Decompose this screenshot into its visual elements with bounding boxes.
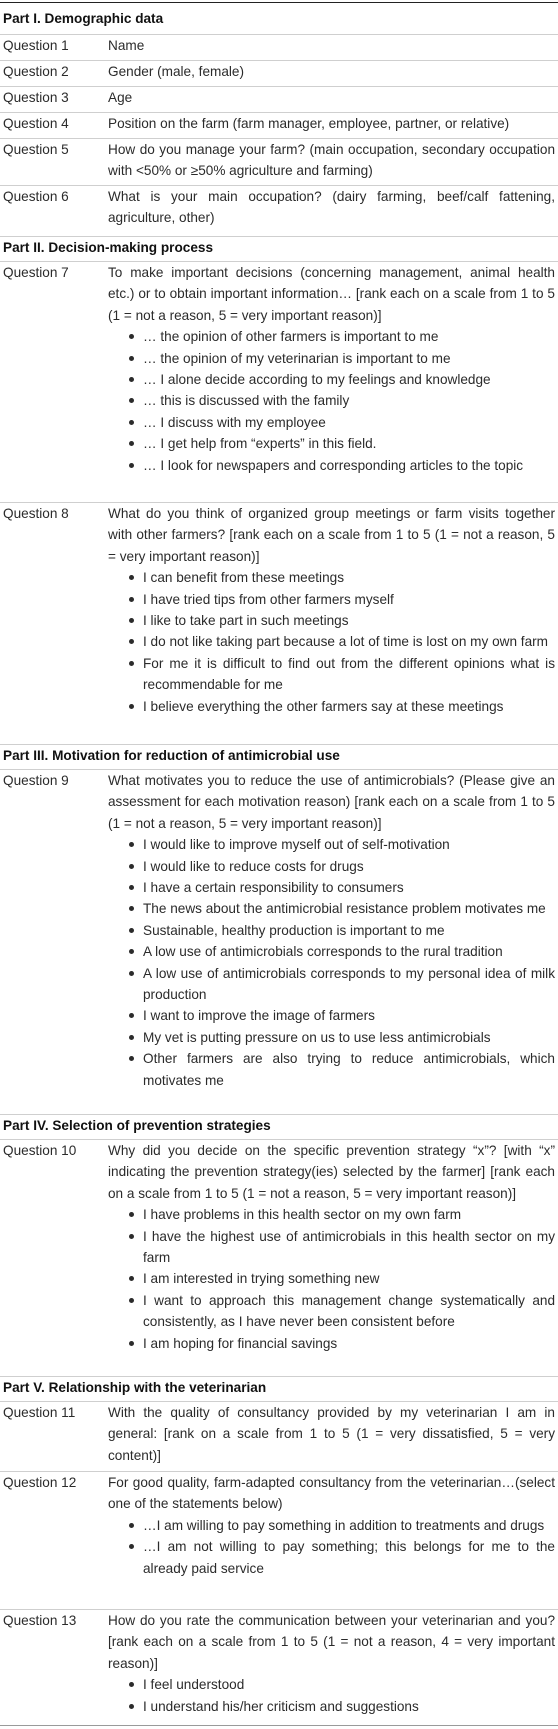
section-header-part-4 — [0, 1114, 558, 1139]
answer-options — [108, 1674, 555, 1717]
answer-option: I am hoping for financial savings — [108, 1333, 555, 1354]
answer-option: I have tried tips from other farmers myself — [108, 589, 555, 610]
answer-option: I believe everything the other farmers say at these meetings — [108, 696, 555, 717]
answer-option: … I look for newspapers and corresponding articles to the topic — [108, 455, 555, 476]
answer-option: I like to take part in such meetings — [108, 610, 555, 631]
question-text: How do you rate the communication between your veterinarian and you? [rank each on a scale from 1 to 5 (1 = not a reason, 4 = very important reason)] — [108, 1613, 555, 1671]
question-text: Name — [108, 38, 145, 53]
answer-option: My vet is putting pressure on us to use less antimicrobials — [108, 1027, 555, 1048]
question-label: Question 13 — [3, 1613, 77, 1628]
question-text: Position on the farm (farm manager, employee, partner, or relative) — [108, 116, 510, 131]
question-row-4 — [0, 112, 558, 137]
section-header-part-3 — [0, 744, 558, 769]
section-title: Part V. Relationship with the veterinarian — [3, 1380, 267, 1395]
section-title: Part III. Motivation for reduction of antimicrobial use — [3, 748, 340, 763]
question-row-1 — [0, 34, 558, 59]
answer-option: … I alone decide according to my feelings and knowledge — [108, 369, 555, 390]
answer-option: I would like to improve myself out of self-motivation — [108, 834, 555, 855]
question-row-9 — [0, 769, 558, 1112]
question-label: Question 5 — [3, 142, 69, 157]
question-text: For good quality, farm-adapted consultancy from the veterinarian…(select one of the statements below) — [108, 1475, 555, 1512]
section-header-part-1 — [0, 8, 558, 33]
question-label: Question 8 — [3, 506, 69, 521]
question-row-3 — [0, 86, 558, 111]
section-title: Part II. Decision-making process — [3, 240, 214, 255]
question-text: With the quality of consultancy provided by my veterinarian I am in general: [rank on a scale from 1 to 5 (1 = very dissatisfied, 5 = very content)] — [108, 1405, 555, 1463]
question-text: Gender (male, female) — [108, 64, 244, 79]
question-text: Age — [108, 90, 133, 105]
answer-option: I can benefit from these meetings — [108, 567, 555, 588]
question-label: Question 11 — [3, 1405, 76, 1420]
question-label: Question 2 — [3, 64, 69, 79]
answer-option: … the opinion of my veterinarian is important to me — [108, 348, 555, 369]
table-top-rule — [0, 2, 558, 3]
answer-option: … I get help from “experts” in this field. — [108, 433, 555, 454]
answer-option: I want to approach this management change systematically and consistently, as I have never been consistent before — [108, 1290, 555, 1333]
answer-option: I feel understood — [108, 1674, 555, 1695]
answer-option: …I am willing to pay something in addition to treatments and drugs — [108, 1515, 555, 1536]
question-row-10 — [0, 1139, 558, 1374]
answer-option: I do not like taking part because a lot of time is lost on my own farm — [108, 631, 555, 652]
question-text: How do you manage your farm? (main occupation, secondary occupation with <50% or ≥50% agriculture and farming) — [108, 142, 555, 179]
answer-option: I want to improve the image of farmers — [108, 1005, 555, 1026]
question-label: Question 1 — [3, 38, 69, 53]
answer-option: … this is discussed with the family — [108, 390, 555, 411]
question-row-8 — [0, 502, 558, 742]
question-text: To make important decisions (concerning management, animal health etc.) or to obtain important information… [rank each on a scale from 1 to 5 (1 = not a reason, 5 = very important reason)] — [108, 265, 555, 323]
answer-option: For me it is difficult to find out from the different opinions what is recommendable for me — [108, 653, 555, 696]
question-row-13 — [0, 1609, 558, 1723]
answer-option: I have the highest use of antimicrobials in this health sector on my farm — [108, 1226, 555, 1269]
answer-options — [108, 567, 555, 717]
question-row-6 — [0, 185, 558, 231]
answer-option: I would like to reduce costs for drugs — [108, 856, 555, 877]
answer-option: … the opinion of other farmers is important to me — [108, 326, 555, 347]
question-text: What do you think of organized group meetings or farm visits together with other farmers? [rank each on a scale from 1 to 5 (1 = not a reason, 5 = very important reason)] — [108, 506, 555, 564]
question-row-5 — [0, 138, 558, 184]
answer-option: Sustainable, healthy production is important to me — [108, 920, 555, 941]
question-row-11 — [0, 1401, 558, 1469]
answer-option: … I discuss with my employee — [108, 412, 555, 433]
question-label: Question 6 — [3, 189, 69, 204]
question-text: Why did you decide on the specific prevention strategy “x”? [with “x” indicating the prevention strategy(ies) selected by the farmer] [rank each on a scale from 1 to 5 (1 = not a reason, 5 = very important reason)] — [108, 1143, 555, 1201]
answer-option: A low use of antimicrobials corresponds to the rural tradition — [108, 941, 555, 962]
question-row-7 — [0, 261, 558, 500]
answer-option: I understand his/her criticism and suggestions — [108, 1696, 555, 1717]
question-label: Question 10 — [3, 1143, 77, 1158]
question-label: Question 4 — [3, 116, 69, 131]
question-text: What motivates you to reduce the use of antimicrobials? (Please give an assessment for each motivation reason) [rank each on a scale from 1 to 5 (1 = not a reason, 5 = very important reason)] — [108, 773, 555, 831]
answer-options — [108, 1515, 555, 1579]
answer-options — [108, 834, 555, 1091]
section-header-part-2 — [0, 236, 558, 261]
question-label: Question 12 — [3, 1475, 77, 1490]
table-bottom-rule — [0, 1725, 558, 1726]
answer-option: Other farmers are also trying to reduce antimicrobials, which motivates me — [108, 1048, 555, 1091]
question-label: Question 9 — [3, 773, 69, 788]
question-row-2 — [0, 60, 558, 85]
question-text: What is your main occupation? (dairy farming, beef/calf fattening, agriculture, other) — [108, 189, 555, 226]
answer-option: A low use of antimicrobials corresponds to my personal idea of milk production — [108, 963, 555, 1006]
question-label: Question 7 — [3, 265, 69, 280]
question-label: Question 3 — [3, 90, 69, 105]
section-title: Part I. Demographic data — [3, 11, 164, 26]
section-title: Part IV. Selection of prevention strategies — [3, 1118, 271, 1133]
answer-options — [108, 1204, 555, 1354]
answer-options — [108, 326, 555, 476]
answer-option: I have problems in this health sector on my own farm — [108, 1204, 555, 1225]
answer-option: I am interested in trying something new — [108, 1268, 555, 1289]
section-header-part-5 — [0, 1376, 558, 1401]
answer-option: …I am not willing to pay something; this belongs for me to the already paid service — [108, 1536, 555, 1579]
answer-option: I have a certain responsibility to consumers — [108, 877, 555, 898]
answer-option: The news about the antimicrobial resistance problem motivates me — [108, 898, 555, 919]
question-row-12 — [0, 1471, 558, 1607]
